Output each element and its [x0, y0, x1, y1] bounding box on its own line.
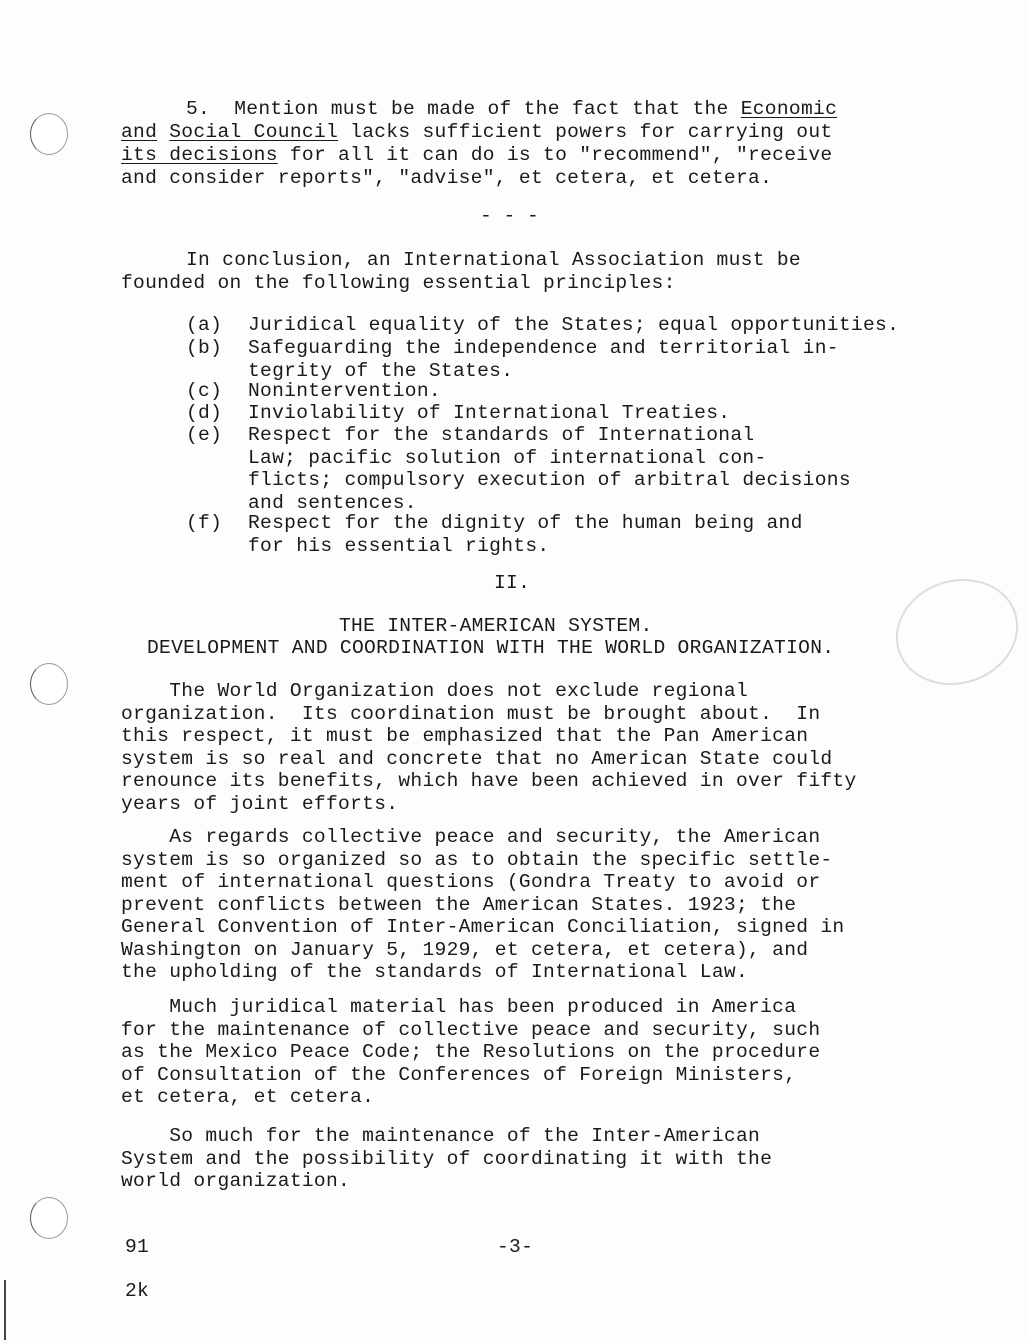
section5-line4: [121, 167, 772, 190]
paragraph-conclusion: So much for the maintenance of the Inter-American System and the possibility of coordinating it with the world organization.: [121, 1125, 773, 1192]
section-divider: - - -: [480, 205, 539, 227]
section5-line3: [121, 144, 832, 167]
binder-hole-top: [30, 113, 68, 155]
principle-marker-a: (a): [186, 314, 223, 336]
conclusion-intro-line1: In conclusion, an International Association must be: [186, 249, 801, 271]
page-edge-mark: [4, 1280, 6, 1340]
section5-text-a: 5. Mention must be made of the fact that the: [186, 98, 741, 120]
principle-text-f: Respect for the dignity of the human being and for his essential rights.: [248, 512, 803, 557]
binder-hole-middle: [30, 663, 68, 705]
section5-text-b: lacks sufficient powers for carrying out: [338, 121, 833, 143]
footer-code-2k: 2k: [125, 1280, 150, 1302]
paragraph-juridical-material: Much juridical material has been produced in America for the maintenance of collective peace and security, such as the Mexico Peace Code; the Resolutions on the procedure of Consultation of the Conferences of Foreign Ministers, et cetera, et cetera.: [121, 996, 821, 1108]
section-title-line1: THE INTER-AMERICAN SYSTEM.: [339, 615, 653, 637]
principle-text-e: Respect for the standards of International Law; pacific solution of international con- flicts; compulsory execution of arbitral decisions and sentences.: [248, 424, 851, 514]
section5-text-d: and consider reports", "advise", et cetera, et cetera.: [121, 167, 773, 189]
page-number: -3-: [497, 1236, 534, 1258]
principle-text-a: Juridical equality of the States; equal opportunities.: [248, 314, 900, 336]
principle-text-c: Nonintervention.: [248, 380, 441, 402]
principle-marker-c: (c): [186, 380, 223, 402]
principle-text-b: Safeguarding the independence and territorial in- tegrity of the States.: [248, 337, 839, 382]
conclusion-intro-line2: founded on the following essential principles:: [121, 272, 676, 294]
paragraph-collective-security: As regards collective peace and security, the American system is so organized so as to obtain the specific settle- ment of international questions (Gondra Treaty to avoid or prevent conflicts between the American States. 1923; the General Convention of Inter-American Conciliation, signed in Washington on January 5, 1929, et cetera, et cetera), and the upholding of the standards of International Law.: [121, 826, 845, 983]
section5-line1: [186, 98, 837, 121]
archive-stamp: [882, 563, 1027, 700]
principle-marker-e: (e): [186, 424, 223, 446]
section5-line2: [121, 121, 832, 144]
principle-marker-d: (d): [186, 402, 223, 424]
footer-code-91: 91: [125, 1236, 150, 1258]
principle-marker-f: (f): [186, 512, 223, 534]
binder-hole-bottom: [30, 1197, 68, 1239]
social-council-underlined: Social Council: [169, 121, 339, 143]
its-decisions-underlined: its decisions: [121, 144, 278, 166]
section-numeral: II.: [494, 572, 531, 594]
principle-text-d: Inviolability of International Treaties.: [248, 402, 731, 424]
principle-marker-b: (b): [186, 337, 223, 359]
economic-underlined: Economic: [740, 98, 838, 120]
section5-text-c: for all it can do is to "recommend", "receive: [277, 144, 833, 166]
section-title-line2: DEVELOPMENT AND COORDINATION WITH THE WORLD ORGANIZATION.: [147, 637, 835, 659]
and-underlined: and: [121, 121, 158, 143]
paragraph-world-organization: The World Organization does not exclude regional organization. Its coordination must be brought about. In this respect, it must be emphasized that the Pan American system is so real and concrete that no American State could renounce its benefits, which have been achieved in over fifty years of joint efforts.: [121, 680, 857, 815]
